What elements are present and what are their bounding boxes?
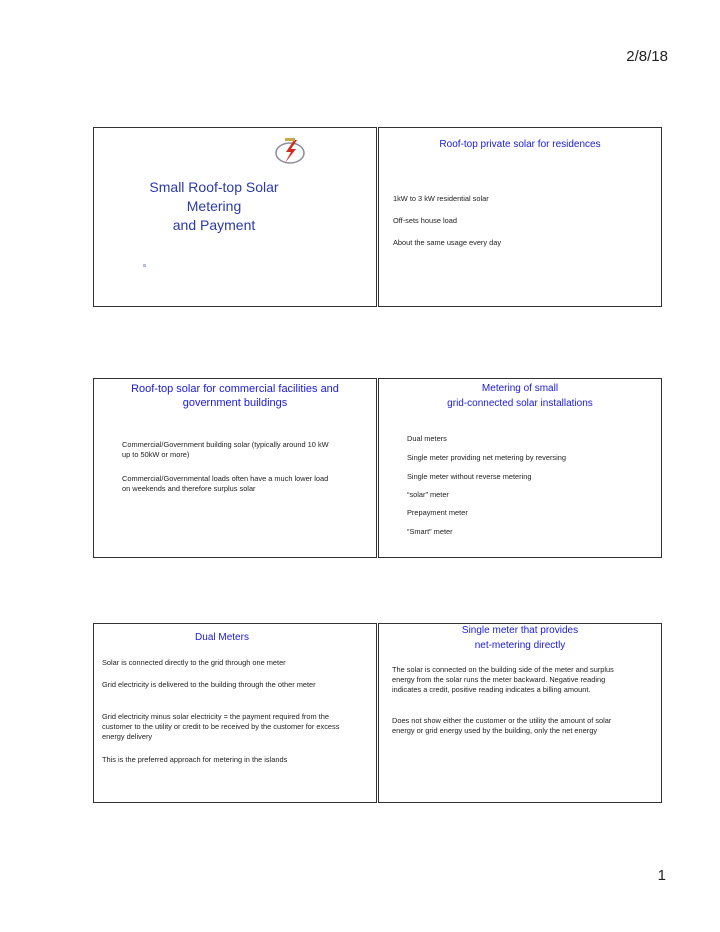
slide-4-title-line-2: grid-connected solar installations	[447, 398, 593, 409]
slide-3-title-line-1: Roof-top solar for commercial facilities and	[131, 383, 339, 395]
slide-4-bullet-2: Single meter providing net metering by reversing	[407, 453, 566, 462]
slide-4-bullet-5: Prepayment meter	[407, 508, 468, 517]
slide-4	[378, 378, 662, 558]
slide-6-bullet-2: Does not show either the customer or the utility the amount of solar energy or grid energy used by the building, only the net energy	[392, 716, 612, 735]
slide-5-bullet-1: Solar is connected directly to the grid through one meter	[102, 658, 286, 667]
page-number: 1	[657, 867, 666, 884]
slide-3	[93, 378, 377, 558]
slide-1-mark: a	[143, 263, 146, 269]
slide-4-bullet-4: “solar” meter	[407, 490, 449, 499]
slide-4-bullet-3: Single meter without reverse metering	[407, 472, 532, 481]
slide-6-bullet-1: The solar is connected on the building side of the meter and surplus energy from the solar runs the meter backward. Negative reading indicates a credit, positive reading indicates a billing amount.	[392, 665, 614, 694]
slide-3-bullet-1: Commercial/Government building solar (typically around 10 kW up to 50kW or more)	[122, 440, 329, 459]
page-date: 2/8/18	[626, 48, 668, 65]
slide-5-bullet-3: Grid electricity minus solar electricity = the payment required from the customer to the utility or credit to be received by the customer for excess energy delivery	[102, 712, 340, 741]
slide-4-bullet-6: “Smart” meter	[407, 527, 453, 536]
slide-1-title-line-3: and Payment	[172, 217, 256, 233]
slide-1-title-line-2: Metering	[186, 198, 242, 214]
slide-2-bullet-3: About the same usage every day	[393, 238, 502, 247]
slide-2	[378, 127, 662, 307]
slide-2-bullet-2: Off-sets house load	[393, 216, 457, 225]
slide-1	[93, 127, 377, 307]
slide-4-bullet-1: Dual meters	[407, 434, 447, 443]
slide-5-bullet-2: Grid electricity is delivered to the building through the other meter	[102, 680, 316, 689]
slide-5	[93, 623, 377, 803]
slide-4-title-line-1: Metering of small	[481, 383, 559, 394]
slide-5-title: Dual Meters	[195, 632, 249, 643]
slide-3-bullet-2: Commercial/Governmental loads often have a much lower load on weekends and therefore surplus solar	[122, 474, 329, 493]
utility-logo-icon	[274, 137, 306, 165]
slide-2-bullet-1: 1kW to 3 kW residential solar	[393, 194, 489, 203]
slide-1-title-line-1: Small Roof-top Solar	[149, 179, 279, 195]
slide-3-title-line-2: government buildings	[182, 397, 288, 409]
slide-6-title-line-1: Single meter that provides	[461, 625, 579, 636]
slide-2-title: Roof-top private solar for residences	[439, 139, 601, 150]
slide-6-title-line-2: net-metering directly	[474, 640, 566, 651]
slide-5-bullet-4: This is the preferred approach for metering in the islands	[102, 755, 288, 764]
slide-6	[378, 623, 662, 803]
